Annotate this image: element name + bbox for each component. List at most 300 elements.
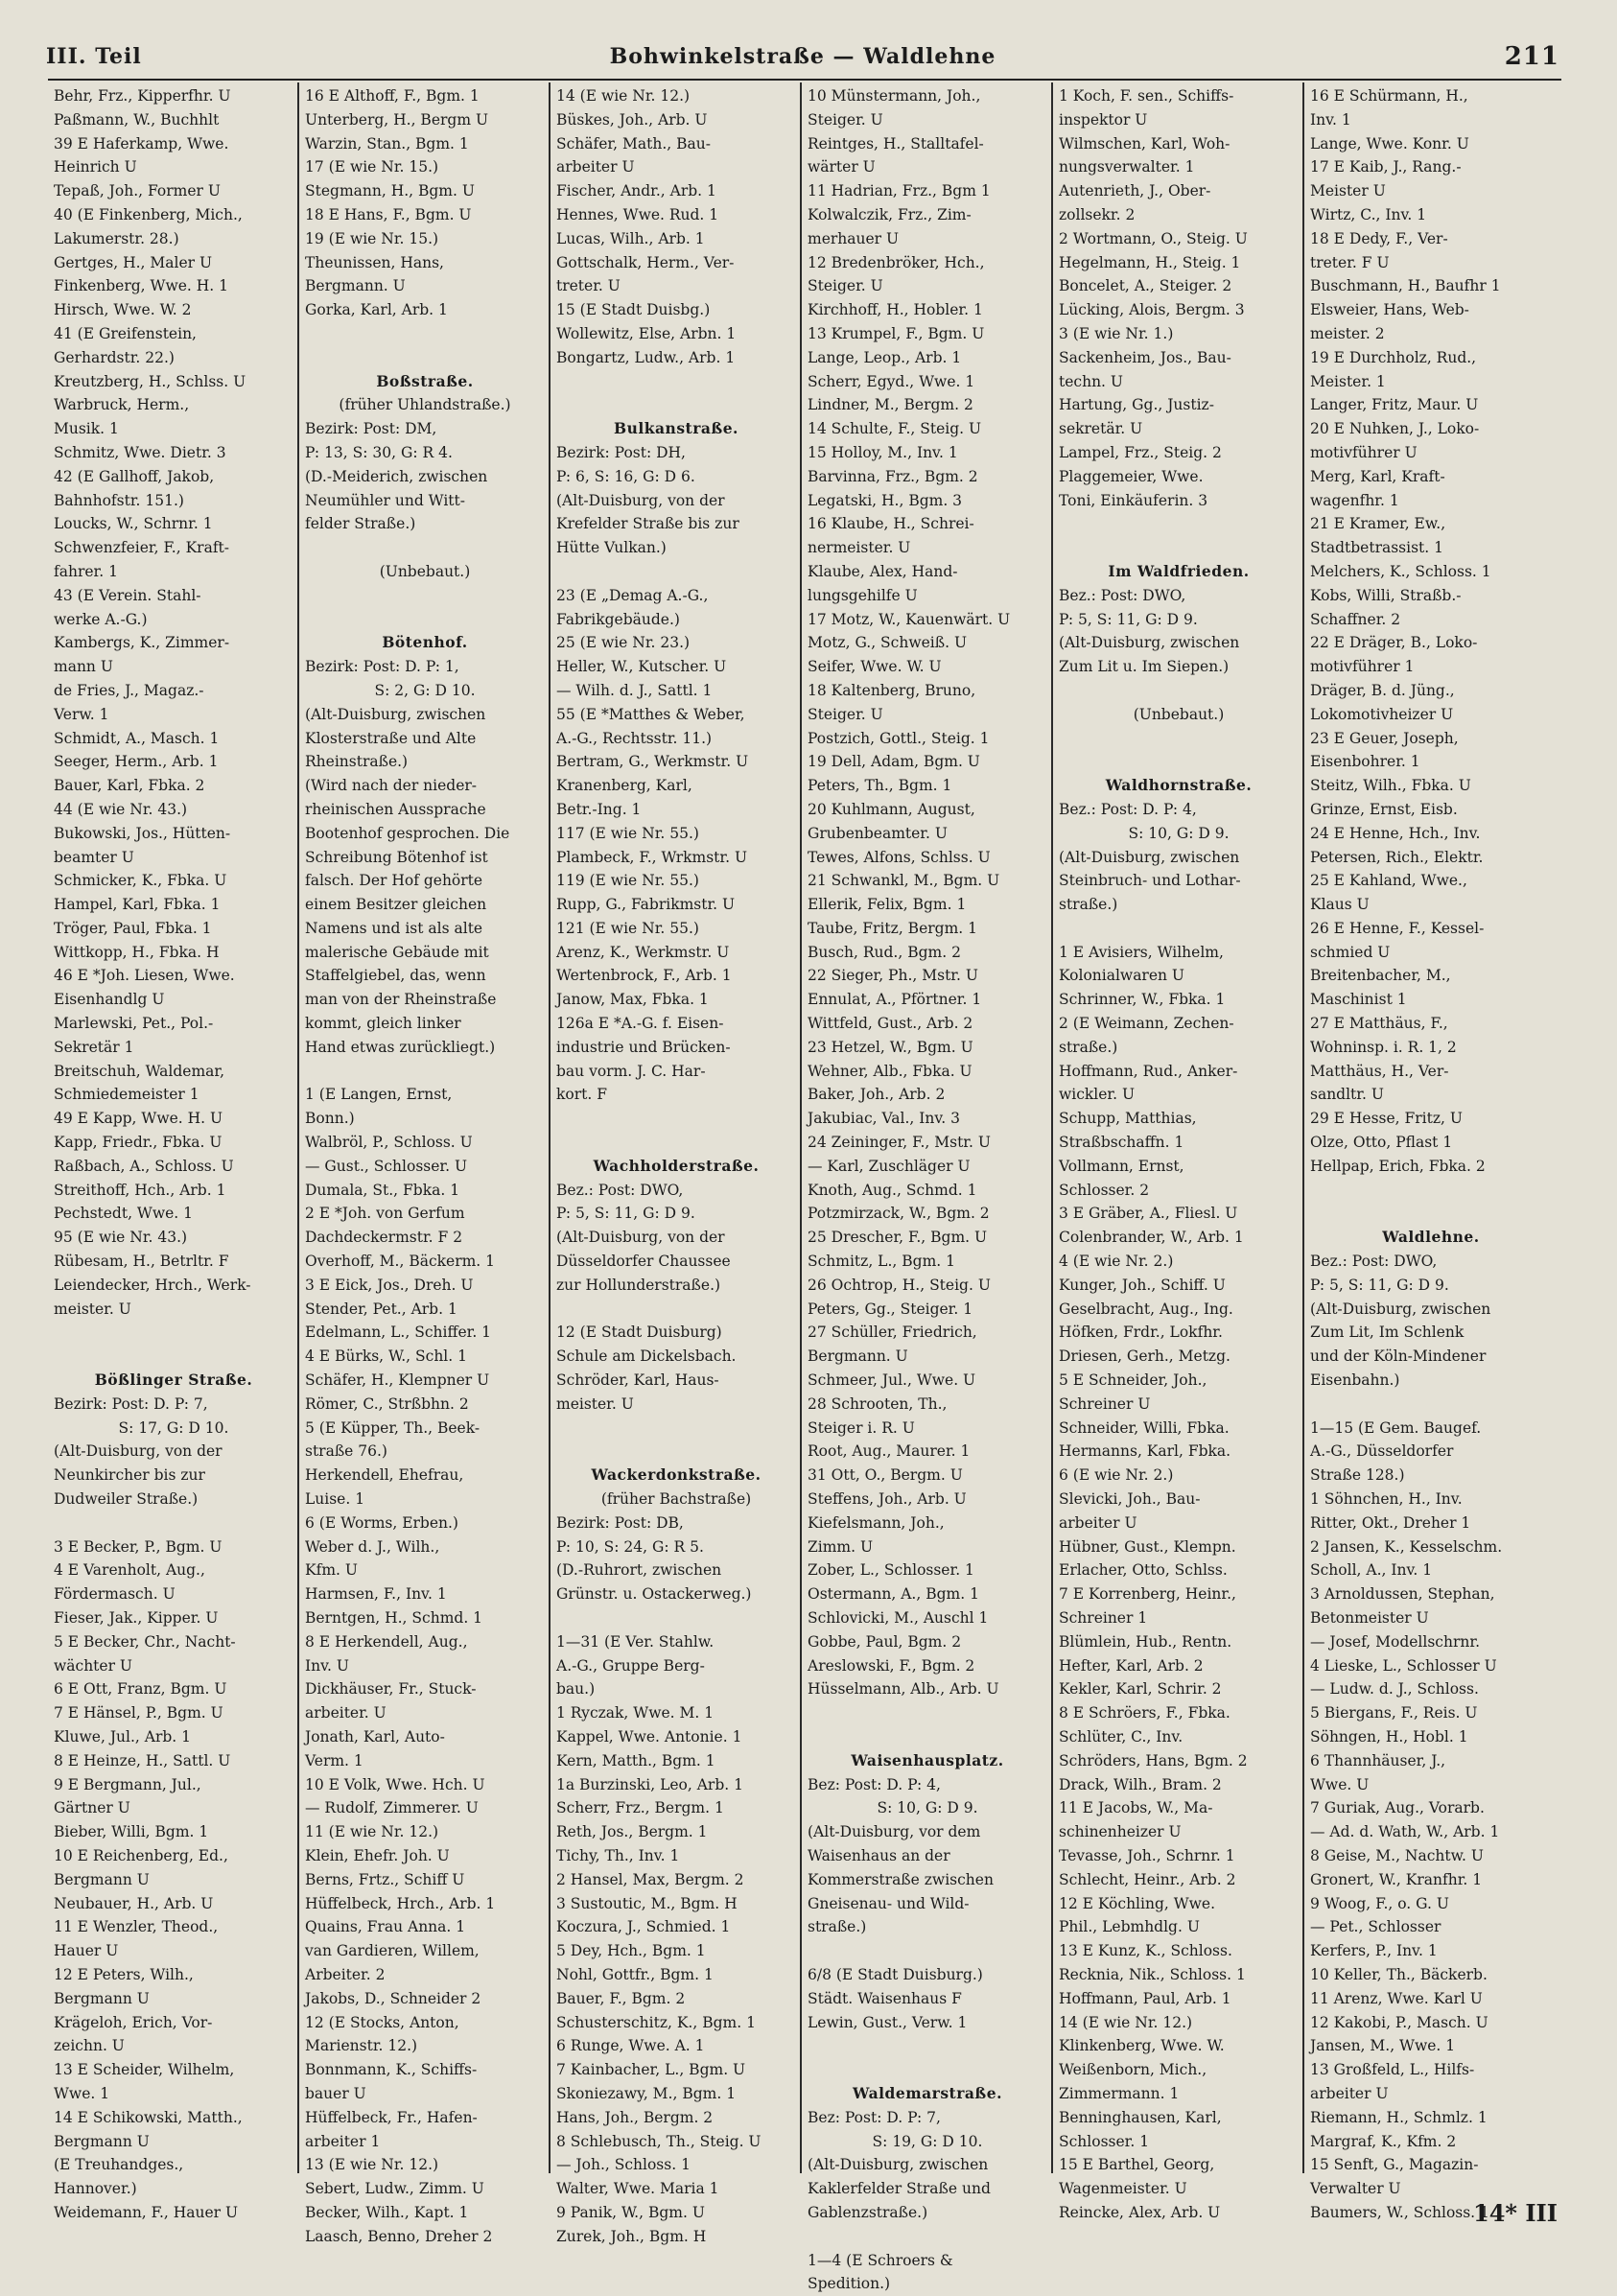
- directory-line: Schrinner, W., Fbka. 1: [1059, 991, 1226, 1009]
- directory-line: Marienstr. 12.): [305, 2037, 418, 2055]
- directory-line: (Alt-Duisburg, zwischen: [1059, 848, 1240, 866]
- directory-line: Matthäus, H., Ver-: [1310, 1062, 1449, 1080]
- directory-line: 8 Schlebusch, Th., Steig. U: [556, 2132, 762, 2150]
- directory-line: Schmitz, L., Bgm. 1: [808, 1253, 955, 1271]
- street-heading: Bößlinger Straße.: [94, 1371, 253, 1390]
- directory-line: Hütte Vulkan.): [556, 539, 667, 557]
- directory-line: Edelmann, L., Schiffer. 1: [305, 1324, 492, 1342]
- directory-line: Fieser, Jak., Kipper. U: [54, 1609, 219, 1627]
- directory-line: Lindner, M., Bergm. 2: [808, 396, 973, 414]
- directory-line: 49 E Kapp, Wwe. H. U: [54, 1110, 223, 1128]
- directory-line: Hüsselmann, Alb., Arb. U: [808, 1680, 999, 1699]
- directory-line: bau vorm. J. C. Har-: [556, 1062, 706, 1080]
- street-heading: Boßstraße.: [376, 371, 474, 390]
- directory-line: zur Hollunderstraße.): [556, 1276, 721, 1294]
- directory-line: 2 E *Joh. von Gerfum: [305, 1205, 465, 1223]
- directory-line: 15 (E Stadt Duisbg.): [556, 301, 711, 319]
- directory-line: 2 Jansen, K., Kesselschm.: [1310, 1537, 1503, 1556]
- directory-line: Geselbracht, Aug., Ing.: [1059, 1300, 1233, 1318]
- directory-line: kort. F: [556, 1086, 607, 1104]
- directory-line: 9 Woog, F., o. G. U: [1310, 1894, 1449, 1912]
- directory-line: Maschinist 1: [1310, 991, 1407, 1009]
- directory-line: Bongartz, Ludw., Arb. 1: [556, 348, 736, 366]
- directory-line: Bauer, F., Bgm. 2: [556, 1989, 686, 2007]
- directory-line: Dudweiler Straße.): [54, 1490, 199, 1509]
- directory-line: schinenheizer U: [1059, 1823, 1182, 1841]
- directory-line: Meister. 1: [1310, 372, 1386, 390]
- directory-line: zeichn. U: [54, 2037, 125, 2055]
- directory-line: (D.-Ruhrort, zwischen: [556, 1561, 722, 1580]
- directory-line: Lewin, Gust., Verw. 1: [808, 2013, 968, 2031]
- directory-line: Hirsch, Wwe. W. 2: [54, 301, 192, 319]
- directory-line: 24 E Henne, Hch., Inv.: [1310, 824, 1481, 842]
- directory-line: 18 Kaltenberg, Bruno,: [808, 681, 976, 699]
- directory-line: (Alt-Duisburg, zwischen: [1310, 1300, 1491, 1318]
- directory-line: Grünstr. u. Ostackerweg.): [556, 1585, 752, 1604]
- directory-line: Peters, Th., Bgm. 1: [808, 777, 952, 795]
- directory-line: 11 Hadrian, Frz., Bgm 1: [808, 182, 991, 200]
- directory-line: [54, 1511, 293, 1535]
- directory-line: bauer U: [305, 2084, 366, 2102]
- directory-line: Breitschuh, Waldemar,: [54, 1062, 225, 1080]
- directory-line: Kolonialwaren U: [1059, 967, 1184, 985]
- directory-line: Harmsen, F., Inv. 1: [305, 1585, 447, 1604]
- column-1: [48, 82, 299, 2221]
- directory-line: 12 Bredenbröker, Hch.,: [808, 253, 985, 271]
- directory-line: meister. 2: [1310, 324, 1385, 342]
- street-heading: Im Waldfrieden.: [1108, 561, 1250, 580]
- directory-line: (Alt-Duisburg, von der: [556, 491, 725, 509]
- directory-line: Melchers, K., Schloss. 1: [1310, 562, 1491, 580]
- directory-line: Wagenmeister. U: [1059, 2180, 1187, 2198]
- directory-line: Postzich, Gottl., Steig. 1: [808, 729, 990, 747]
- directory-line: Luise. 1: [305, 1490, 365, 1509]
- directory-line: 16 E Schürmann, H.,: [1310, 87, 1468, 105]
- directory-line: Blümlein, Hub., Rentn.: [1059, 1632, 1232, 1651]
- directory-line: Plambeck, F., Wrkmstr. U: [556, 848, 748, 866]
- directory-line: Busch, Rud., Bgm. 2: [808, 943, 961, 961]
- directory-line: Schlosser. 1: [1059, 2132, 1150, 2150]
- directory-line: Quains, Frau Anna. 1: [305, 1918, 466, 1936]
- directory-line: Lakumerstr. 28.): [54, 229, 179, 247]
- directory-line: Klaube, Alex, Hand-: [808, 562, 958, 580]
- directory-line: rheinischen Aussprache: [305, 800, 486, 818]
- running-title: Bohwinkelstraße — Waldlehne: [609, 44, 996, 69]
- directory-line: schmied U: [1310, 943, 1391, 961]
- directory-line: Städt. Waisenhaus F: [808, 1989, 962, 2007]
- directory-line: Gerhardstr. 22.): [54, 348, 175, 366]
- directory-line: Ellerik, Felix, Bgm. 1: [808, 896, 967, 914]
- directory-line: treter. F U: [1310, 253, 1390, 271]
- directory-line: Finkenberg, Wwe. H. 1: [54, 277, 228, 295]
- directory-line: Straßbschaffn. 1: [1059, 1134, 1184, 1152]
- directory-line: Gablenzstraße.): [808, 2203, 928, 2221]
- directory-line: 6 (E Worms, Erben.): [305, 1513, 458, 1532]
- directory-line: Schmidt, A., Masch. 1: [54, 729, 220, 747]
- directory-line: Krefelder Straße bis zur: [556, 515, 739, 533]
- directory-line: 43 (E Verein. Stahl-: [54, 586, 201, 604]
- directory-line: 8 E Herkendell, Aug.,: [305, 1632, 468, 1651]
- directory-line: 11 (E wie Nr. 12.): [305, 1823, 439, 1841]
- directory-line: 4 E Bürks, W., Schl. 1: [305, 1347, 467, 1366]
- directory-line: 22 Sieger, Ph., Mstr. U: [808, 967, 978, 985]
- directory-line: Plaggemeier, Wwe.: [1059, 467, 1204, 485]
- directory-line: industrie und Brücken-: [556, 1038, 731, 1056]
- directory-line: Wittkopp, H., Fbka. H: [54, 943, 220, 961]
- directory-line: Streithoff, Hch., Arb. 1: [54, 1181, 226, 1199]
- directory-line: Klaus U: [1310, 896, 1370, 914]
- directory-line: Tevasse, Joh., Schrnr. 1: [1059, 1846, 1235, 1864]
- directory-line: Marlewski, Pet., Pol.-: [54, 1015, 214, 1033]
- directory-line: 26 E Henne, F., Kessel-: [1310, 919, 1485, 937]
- directory-line: Kern, Matth., Bgm. 1: [556, 1751, 715, 1769]
- directory-line: Reintges, H., Stalltafel-: [808, 134, 984, 152]
- directory-line: 8 E Schröers, F., Fbka.: [1059, 1704, 1230, 1722]
- directory-line: 7 E Korrenberg, Heinr.,: [1059, 1585, 1236, 1604]
- directory-line: Boncelet, A., Steiger. 2: [1059, 277, 1232, 295]
- directory-line: Wwe. 1: [54, 2084, 110, 2102]
- directory-line: Hoffmann, Rud., Anker-: [1059, 1062, 1238, 1080]
- directory-line: Seeger, Herm., Arb. 1: [54, 753, 219, 771]
- directory-line: Potzmirzack, W., Bgm. 2: [808, 1205, 990, 1223]
- directory-line: Bez.: Post: DWO,: [1059, 586, 1186, 604]
- directory-line: Areslowski, F., Bgm. 2: [808, 1656, 975, 1675]
- directory-line: Eisenhandlg U: [54, 991, 165, 1009]
- directory-line: [1310, 1393, 1552, 1417]
- directory-line: [808, 2034, 1047, 2058]
- directory-line: A.-G., Gruppe Berg-: [556, 1656, 705, 1675]
- directory-line: 23 (E „Demag A.-G.,: [556, 586, 709, 604]
- directory-line: Bez: Post: D. P: 4,: [808, 1775, 941, 1793]
- directory-line: Breitenbacher, M.,: [1310, 967, 1451, 985]
- directory-line: Schwenzfeier, F., Kraft-: [54, 539, 230, 557]
- directory-line: Gorka, Karl, Arb. 1: [305, 301, 448, 319]
- directory-line: Zum Lit u. Im Siepen.): [1059, 658, 1230, 676]
- directory-line: de Fries, J., Magaz.-: [54, 681, 204, 699]
- directory-line: Tepaß, Joh., Former U: [54, 182, 221, 200]
- directory-line: [556, 1131, 796, 1155]
- directory-line: 5 Biergans, F., Reis. U: [1310, 1704, 1478, 1722]
- directory-line: Berntgen, H., Schmd. 1: [305, 1609, 483, 1627]
- directory-line: [305, 608, 545, 632]
- directory-line: fahrer. 1: [54, 562, 118, 580]
- directory-line: [1059, 917, 1299, 941]
- directory-line: Kiefelsmann, Joh.,: [808, 1513, 945, 1532]
- directory-line: Verwalter U: [1310, 2180, 1401, 2198]
- directory-line: Dumala, St., Fbka. 1: [305, 1181, 460, 1199]
- directory-line: Bergmann. U: [808, 1347, 908, 1366]
- directory-line: 2 (E Weimann, Zechen-: [1059, 1015, 1234, 1033]
- directory-line: Kolwalczik, Frz., Zim-: [808, 205, 972, 223]
- directory-line: 1 E Avisiers, Wilhelm,: [1059, 943, 1224, 961]
- directory-line: 8 E Heinze, H., Sattl. U: [54, 1751, 231, 1769]
- directory-line: [556, 370, 796, 394]
- directory-line: Ritter, Okt., Dreher 1: [1310, 1513, 1471, 1532]
- directory-line: Verw. 1: [54, 705, 109, 723]
- directory-line: sekretär. U: [1059, 420, 1143, 438]
- directory-line: Sackenheim, Jos., Bau-: [1059, 348, 1231, 366]
- directory-line: Kirchhoff, H., Hobler. 1: [808, 301, 983, 319]
- directory-line: — Wilh. d. J., Sattl. 1: [556, 681, 713, 699]
- directory-line: 10 E Reichenberg, Ed.,: [54, 1846, 228, 1864]
- directory-line: Walbröl, P., Schloss. U: [305, 1134, 473, 1152]
- directory-line: 6 Thannhäuser, J.,: [1310, 1751, 1446, 1769]
- directory-line: 4 E Varenholt, Aug.,: [54, 1561, 205, 1580]
- directory-line: (Alt-Duisburg, zwischen: [1059, 634, 1240, 652]
- directory-line: 13 Krumpel, F., Bgm. U: [808, 324, 985, 342]
- directory-line: [556, 1606, 796, 1630]
- directory-line: 14 (E wie Nr. 12.): [556, 87, 691, 105]
- directory-line: lungsgehilfe U: [808, 586, 918, 604]
- directory-line: Hefter, Karl, Arb. 2: [1059, 1656, 1204, 1675]
- directory-line: Bertram, G., Werkmstr. U: [556, 753, 749, 771]
- directory-line: Bergmann. U: [305, 277, 406, 295]
- column-5: [1053, 82, 1304, 2221]
- directory-line: Slevicki, Joh., Bau-: [1059, 1490, 1201, 1509]
- directory-line: Schäfer, H., Klempner U: [305, 1371, 490, 1390]
- directory-line: Lampel, Frz., Steig. 2: [1059, 443, 1222, 461]
- directory-line: Motz, G., Schweiß. U: [808, 634, 968, 652]
- directory-line: Schusterschitz, K., Bgm. 1: [556, 2013, 756, 2031]
- directory-line: 42 (E Gallhoff, Jakob,: [54, 467, 215, 485]
- directory-line: 119 (E wie Nr. 55.): [556, 872, 699, 890]
- directory-line: [556, 560, 796, 584]
- directory-line: Musik. 1: [54, 420, 119, 438]
- directory-line: Schule am Dickelsbach.: [556, 1347, 737, 1366]
- directory-line: Hannover.): [54, 2180, 137, 2198]
- directory-line: Leiendecker, Hrch., Werk-: [54, 1276, 251, 1294]
- directory-line: Tewes, Alfons, Schlss. U: [808, 848, 991, 866]
- column-2: [299, 82, 551, 2245]
- directory-line: 4 (E wie Nr. 2.): [1059, 1253, 1174, 1271]
- directory-line: 44 (E wie Nr. 43.): [54, 800, 188, 818]
- directory-line: Bez.: Post: D. P: 4,: [1059, 800, 1197, 818]
- directory-line: [808, 1939, 1047, 1963]
- directory-line: — Pet., Schlosser: [1310, 1918, 1441, 1936]
- directory-line: Waisenhaus an der: [808, 1846, 950, 1864]
- directory-line: 5 (E Küpper, Th., Beek-: [305, 1418, 480, 1437]
- directory-line: Bukowski, Jos., Hütten-: [54, 824, 231, 842]
- directory-line: Schneider, Willi, Fbka.: [1059, 1418, 1230, 1437]
- part-label: III. Teil: [46, 44, 142, 69]
- directory-line: 12 (E Stadt Duisburg): [556, 1324, 722, 1342]
- directory-line: 10 Keller, Th., Bäckerb.: [1310, 1965, 1488, 1983]
- directory-line: Baumers, W., Schloss. 1: [1310, 2203, 1489, 2221]
- directory-line: Skoniezawy, M., Bgm. 1: [556, 2084, 737, 2102]
- directory-line: Bezirk: Post: DB,: [556, 1513, 684, 1532]
- directory-line: Arbeiter. 2: [305, 1965, 386, 1983]
- directory-line: Büskes, Joh., Arb. U: [556, 110, 708, 129]
- directory-line: arbeiter. U: [305, 1704, 387, 1722]
- directory-line: Pechstedt, Wwe. 1: [54, 1205, 194, 1223]
- directory-line: 117 (E wie Nr. 55.): [556, 824, 699, 842]
- directory-line: Krägeloh, Erich, Vor-: [54, 2013, 213, 2031]
- directory-line: 1 Koch, F. sen., Schiffs-: [1059, 87, 1234, 105]
- directory-line: Steitz, Wilh., Fbka. U: [1310, 777, 1471, 795]
- street-heading: Waldlehne.: [1382, 1228, 1480, 1247]
- directory-line: [1059, 512, 1299, 536]
- directory-line: Staffelgiebel, das, wenn: [305, 967, 486, 985]
- directory-line: 10 E Volk, Wwe. Hch. U: [305, 1775, 485, 1793]
- directory-line: 17 (E wie Nr. 15.): [305, 158, 439, 176]
- directory-line: Behr, Frz., Kipperfhr. U: [54, 87, 231, 105]
- directory-line: 2 Hansel, Max, Bergm. 2: [556, 1870, 744, 1888]
- directory-line: 17 Motz, W., Kauenwärt. U: [808, 610, 1011, 628]
- directory-line: 1 Söhnchen, H., Inv.: [1310, 1490, 1463, 1509]
- sheet-signature: 14* III: [1473, 2199, 1558, 2227]
- directory-line: und der Köln-Mindener: [1310, 1347, 1487, 1366]
- header-rule: [48, 79, 1561, 81]
- directory-line: Jakobs, D., Schneider 2: [305, 1989, 481, 2007]
- directory-line: sandltr. U: [1310, 1086, 1384, 1104]
- directory-line: 6/8 (E Stadt Duisburg.): [808, 1965, 983, 1983]
- directory-line: 17 E Kaib, J., Rang.-: [1310, 158, 1462, 176]
- directory-line: Ennulat, A., Pförtner. 1: [808, 991, 982, 1009]
- page-header: [46, 38, 1559, 73]
- directory-line: 39 E Haferkamp, Wwe.: [54, 134, 229, 152]
- directory-line: Bezirk: Post: DM,: [305, 420, 437, 438]
- street-heading: Wackerdonkstraße.: [591, 1465, 762, 1485]
- directory-line: Janow, Max, Fbka. 1: [556, 991, 709, 1009]
- directory-line: wickler. U: [1059, 1086, 1136, 1104]
- directory-line: Reincke, Alex, Arb. U: [1059, 2203, 1221, 2221]
- directory-line: 14 Schulte, F., Steig. U: [808, 420, 982, 438]
- directory-line: 27 Schüller, Friedrich,: [808, 1324, 977, 1342]
- directory-line: Benninghausen, Karl,: [1059, 2108, 1222, 2126]
- directory-line: 5 E Becker, Chr., Nacht-: [54, 1632, 236, 1651]
- directory-line: Jansen, M., Wwe. 1: [1310, 2037, 1456, 2055]
- street-heading: Waldhornstraße.: [1105, 776, 1253, 795]
- directory-line: Stadtbetrassist. 1: [1310, 539, 1443, 557]
- directory-line: 6 E Ott, Franz, Bgm. U: [54, 1680, 227, 1699]
- directory-line: 29 E Hesse, Fritz, U: [1310, 1110, 1463, 1128]
- directory-line: 7 Kainbacher, L., Bgm. U: [556, 2061, 746, 2079]
- directory-line: Dickhäuser, Fr., Stuck-: [305, 1680, 477, 1699]
- directory-line: Schlosser. 2: [1059, 1181, 1150, 1199]
- directory-line: wärter U: [808, 158, 876, 176]
- directory-line: [1059, 536, 1299, 560]
- directory-line: P: 13, S: 30, G: R 4.: [305, 443, 453, 461]
- directory-line: (Alt-Duisburg, zwischen: [808, 2156, 989, 2174]
- directory-line: Taube, Fritz, Bergm. 1: [808, 919, 977, 937]
- directory-line: Zum Lit, Im Schlenk: [1310, 1324, 1465, 1342]
- directory-line: 2 Wortmann, O., Steig. U: [1059, 229, 1248, 247]
- directory-line: 15 Senft, G., Magazin-: [1310, 2156, 1479, 2174]
- directory-line: straße.): [808, 1918, 867, 1936]
- directory-line: (früher Uhlandstraße.): [339, 396, 511, 414]
- directory-line: 25 Drescher, F., Bgm. U: [808, 1229, 988, 1247]
- directory-line: Wwe. U: [1310, 1775, 1370, 1793]
- directory-line: Heinrich U: [54, 158, 137, 176]
- directory-line: P: 10, S: 24, G: R 5.: [556, 1537, 704, 1556]
- directory-line: Spedition.): [808, 2275, 891, 2293]
- directory-line: Verm. 1: [305, 1751, 363, 1769]
- directory-line: Recknia, Nik., Schloss. 1: [1059, 1965, 1246, 1983]
- directory-line: Hellpap, Erich, Fbka. 2: [1310, 1157, 1486, 1175]
- directory-line: Buschmann, H., Baufhr 1: [1310, 277, 1501, 295]
- page-number: 211: [1504, 42, 1559, 71]
- directory-line: Overhoff, M., Bäckerm. 1: [305, 1253, 496, 1271]
- directory-line: Schmeer, Jul., Wwe. U: [808, 1371, 976, 1390]
- directory-line: Steffens, Joh., Arb. U: [808, 1490, 967, 1509]
- directory-line: Bezirk: Post: D. P: 7,: [54, 1394, 208, 1413]
- directory-line: straße.): [1059, 1038, 1118, 1056]
- directory-line: Eisenbohrer. 1: [1310, 753, 1420, 771]
- directory-line: Stegmann, H., Bgm. U: [305, 182, 475, 200]
- directory-line: Inv. U: [305, 1656, 349, 1675]
- directory-line: Erlacher, Otto, Schlss.: [1059, 1561, 1228, 1580]
- directory-line: Bez: Post: D. P: 7,: [808, 2108, 941, 2126]
- directory-line: 16 E Althoff, F., Bgm. 1: [305, 87, 480, 105]
- directory-line: Wilmschen, Karl, Woh-: [1059, 134, 1230, 152]
- directory-line: straße.): [1059, 896, 1118, 914]
- directory-line: falsch. Der Hof gehörte: [305, 872, 483, 890]
- directory-line: Lange, Leop., Arb. 1: [808, 348, 962, 366]
- directory-line: Drack, Wilh., Bram. 2: [1059, 1775, 1222, 1793]
- directory-line: 19 E Durchholz, Rud.,: [1310, 348, 1477, 366]
- directory-line: 8 Geise, M., Nachtw. U: [1310, 1846, 1484, 1864]
- directory-line: Schlovicki, M., Auschl 1: [808, 1609, 989, 1627]
- directory-line: [1059, 750, 1299, 774]
- directory-line: malerische Gebäude mit: [305, 943, 489, 961]
- directory-line: Hermanns, Karl, Fbka.: [1059, 1442, 1231, 1461]
- directory-line: Driesen, Gerh., Metzg.: [1059, 1347, 1230, 1366]
- directory-line: [808, 2225, 1047, 2249]
- directory-line: Klinkenberg, Wwe. W.: [1059, 2037, 1225, 2055]
- directory-line: 3 E Becker, P., Bgm. U: [54, 1537, 223, 1556]
- directory-line: Hennes, Wwe. Rud. 1: [556, 205, 719, 223]
- directory-line: Kfm. U: [305, 1561, 358, 1580]
- directory-line: [556, 1440, 796, 1464]
- directory-line: Scherr, Frz., Bergm. 1: [556, 1799, 724, 1817]
- directory-line: Merg, Karl, Kraft-: [1310, 467, 1445, 485]
- directory-line: 31 Ott, O., Bergm. U: [808, 1466, 963, 1485]
- directory-line: [556, 393, 796, 417]
- directory-line: Namens und ist als alte: [305, 919, 483, 937]
- directory-line: 3 Sustoutic, M., Bgm. H: [556, 1894, 738, 1912]
- directory-line: — Rudolf, Zimmerer. U: [305, 1799, 479, 1817]
- directory-line: Gneisenau- und Wild-: [808, 1894, 970, 1912]
- directory-line: Schröders, Hans, Bgm. 2: [1059, 1751, 1248, 1769]
- directory-line: (D.-Meiderich, zwischen: [305, 467, 488, 485]
- directory-line: 25 (E wie Nr. 23.): [556, 634, 691, 652]
- directory-line: Klein, Ehefr. Joh. U: [305, 1846, 450, 1864]
- directory-line: mann U: [54, 658, 113, 676]
- directory-line: Schlecht, Heinr., Arb. 2: [1059, 1870, 1236, 1888]
- directory-line: Weidemann, F., Hauer U: [54, 2203, 239, 2221]
- directory-line: Wollewitz, Else, Arbn. 1: [556, 324, 737, 342]
- directory-line: 28 Schrooten, Th.,: [808, 1394, 948, 1413]
- directory-line: 14 (E wie Nr. 12.): [1059, 2013, 1193, 2031]
- directory-line: merhauer U: [808, 229, 900, 247]
- directory-line: Weißenborn, Mich.,: [1059, 2061, 1207, 2079]
- directory-line: P: 5, S: 11, G: D 9.: [1059, 610, 1198, 628]
- directory-line: [54, 1321, 293, 1345]
- directory-line: Bonn.): [305, 1110, 355, 1128]
- directory-line: Gottschalk, Herm., Ver-: [556, 253, 735, 271]
- directory-line: Bonnmann, K., Schiffs-: [305, 2061, 478, 2079]
- directory-line: [305, 346, 545, 370]
- directory-line: S: 10, G: D 9.: [1128, 824, 1230, 842]
- directory-line: 14 E Schikowski, Matth.,: [54, 2108, 243, 2126]
- directory-line: Zimmermann. 1: [1059, 2084, 1180, 2102]
- directory-line: Autenrieth, J., Ober-: [1059, 182, 1211, 200]
- directory-line: Neubauer, H., Arb. U: [54, 1894, 214, 1912]
- directory-line: Bahnhofstr. 151.): [54, 491, 184, 509]
- directory-line: felder Straße.): [305, 515, 416, 533]
- directory-line: Betr.-Ing. 1: [556, 800, 642, 818]
- directory-line: 1 Ryczak, Wwe. M. 1: [556, 1704, 715, 1722]
